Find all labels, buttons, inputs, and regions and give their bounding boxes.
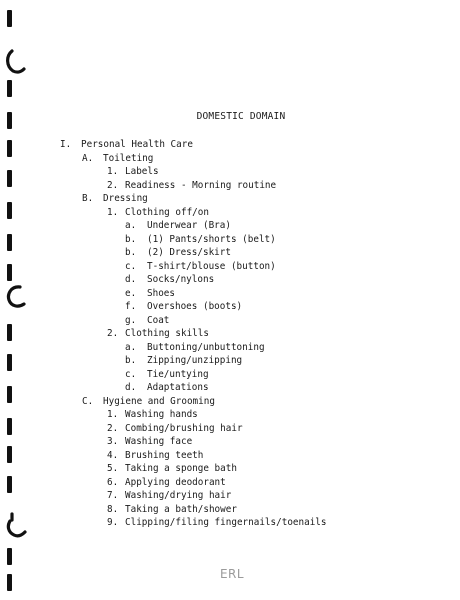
- outline-item-marker: 3.: [107, 436, 119, 447]
- outline-item-marker: 8.: [107, 503, 119, 515]
- outline-item: [0, 354, 460, 368]
- outline-item-marker: b.: [125, 247, 137, 258]
- outline-item-text: Coat: [147, 314, 170, 326]
- outline-item: [0, 246, 460, 260]
- outline-item-marker: C.: [82, 395, 94, 407]
- outline-item-text: Adaptations: [147, 382, 209, 393]
- outline-item-marker: 2.: [107, 422, 119, 434]
- outline-item-text: Tie/untying: [147, 368, 209, 380]
- outline-item: [0, 476, 460, 490]
- outline-item: [0, 219, 460, 233]
- outline-item-text: Labels: [125, 166, 159, 177]
- outline-item-marker: d.: [125, 274, 137, 285]
- outline-item-marker: 7.: [107, 490, 119, 501]
- outline-item-marker: f.: [125, 301, 137, 312]
- outline-item: [0, 368, 460, 382]
- outline-item: [0, 152, 460, 166]
- outline-item-text: Readiness - Morning routine: [125, 179, 277, 191]
- outline-item-text: Washing hands: [125, 409, 198, 420]
- outline-item-text: Buttoning/unbuttoning: [147, 341, 265, 353]
- outline-item: [0, 381, 460, 395]
- outline-item: [0, 516, 460, 530]
- outline-item-text: Underwear (Bra): [147, 220, 231, 231]
- outline-item-text: Personal Health Care: [81, 139, 193, 150]
- outline-item-marker: 5.: [107, 463, 119, 474]
- outline-item-text: Shoes: [147, 287, 175, 299]
- outline-item: [0, 489, 460, 503]
- outline-item: [0, 462, 460, 476]
- outline-item-text: Clothing skills: [125, 328, 209, 339]
- outline-item-marker: a.: [125, 341, 137, 353]
- outline-item: [0, 273, 460, 287]
- outline-item-marker: 1.: [107, 206, 119, 218]
- outline-item: [0, 422, 460, 436]
- outline-item-marker: 1.: [107, 166, 119, 177]
- outline-item: [0, 165, 460, 179]
- outline-item-text: Taking a bath/shower: [125, 503, 237, 515]
- binder-ring-icon: [6, 48, 28, 74]
- outline-item: [0, 192, 460, 206]
- outline-item: [0, 138, 460, 152]
- outline-item-text: Dressing: [103, 193, 148, 204]
- footer-watermark: ERL: [219, 567, 245, 581]
- outline-item: [0, 408, 460, 422]
- outline-item-marker: A.: [82, 152, 94, 164]
- outline-list: [0, 138, 460, 530]
- outline-item-text: Applying deodorant: [125, 476, 226, 488]
- outline-item-marker: a.: [125, 220, 137, 231]
- outline-item-marker: 6.: [107, 476, 119, 488]
- outline-item-marker: I.: [60, 139, 72, 150]
- outline-item-text: Zipping/unzipping: [147, 355, 243, 366]
- outline-item-text: Taking a sponge bath: [125, 463, 237, 474]
- outline-item-text: Clipping/filing fingernails/toenails: [125, 517, 327, 528]
- outline-item-marker: B.: [82, 193, 94, 204]
- outline-item: [0, 341, 460, 355]
- binder-edge-mark: [7, 80, 12, 97]
- outline-item-text: Washing/drying hair: [125, 490, 232, 501]
- page-title: DOMESTIC DOMAIN: [196, 111, 286, 122]
- outline-item-marker: c.: [125, 260, 137, 272]
- outline-item-text: Washing face: [125, 436, 193, 447]
- outline-item-text: Clothing off/on: [125, 206, 209, 218]
- outline-item-marker: 2.: [107, 328, 119, 339]
- outline-item-marker: e.: [125, 287, 137, 299]
- outline-item: [0, 287, 460, 301]
- outline-item-marker: 9.: [107, 517, 119, 528]
- outline-item: [0, 233, 460, 247]
- outline-item-text: Toileting: [103, 152, 154, 164]
- outline-item-marker: b.: [125, 233, 137, 245]
- outline-item-text: Combing/brushing hair: [125, 422, 243, 434]
- outline-item: [0, 314, 460, 328]
- outline-item: [0, 179, 460, 193]
- outline-item-text: Brushing teeth: [125, 449, 204, 461]
- outline-item-text: Overshoes (boots): [147, 301, 243, 312]
- outline-item-text: (2) Dress/skirt: [147, 247, 231, 258]
- outline-item-marker: c.: [125, 368, 137, 380]
- outline-item-text: (1) Pants/shorts (belt): [147, 233, 276, 245]
- outline-item-marker: 4.: [107, 449, 119, 461]
- outline-item-marker: 2.: [107, 179, 119, 191]
- outline-item-text: Socks/nylons: [147, 274, 215, 285]
- outline-item-marker: d.: [125, 382, 137, 393]
- outline-item-marker: g.: [125, 314, 137, 326]
- outline-item: [0, 300, 460, 314]
- outline-item: [0, 449, 460, 463]
- outline-item: [0, 503, 460, 517]
- outline-item-text: Hygiene and Grooming: [103, 395, 215, 407]
- binder-edge-mark: [7, 548, 12, 565]
- outline-item: [0, 395, 460, 409]
- outline-item-text: T-shirt/blouse (button): [147, 260, 276, 272]
- outline-item-marker: 1.: [107, 409, 119, 420]
- outline-item: [0, 435, 460, 449]
- outline-item: [0, 327, 460, 341]
- binder-edge-mark: [7, 10, 12, 27]
- outline-item: [0, 260, 460, 274]
- outline-item: [0, 206, 460, 220]
- outline-item-marker: b.: [125, 355, 137, 366]
